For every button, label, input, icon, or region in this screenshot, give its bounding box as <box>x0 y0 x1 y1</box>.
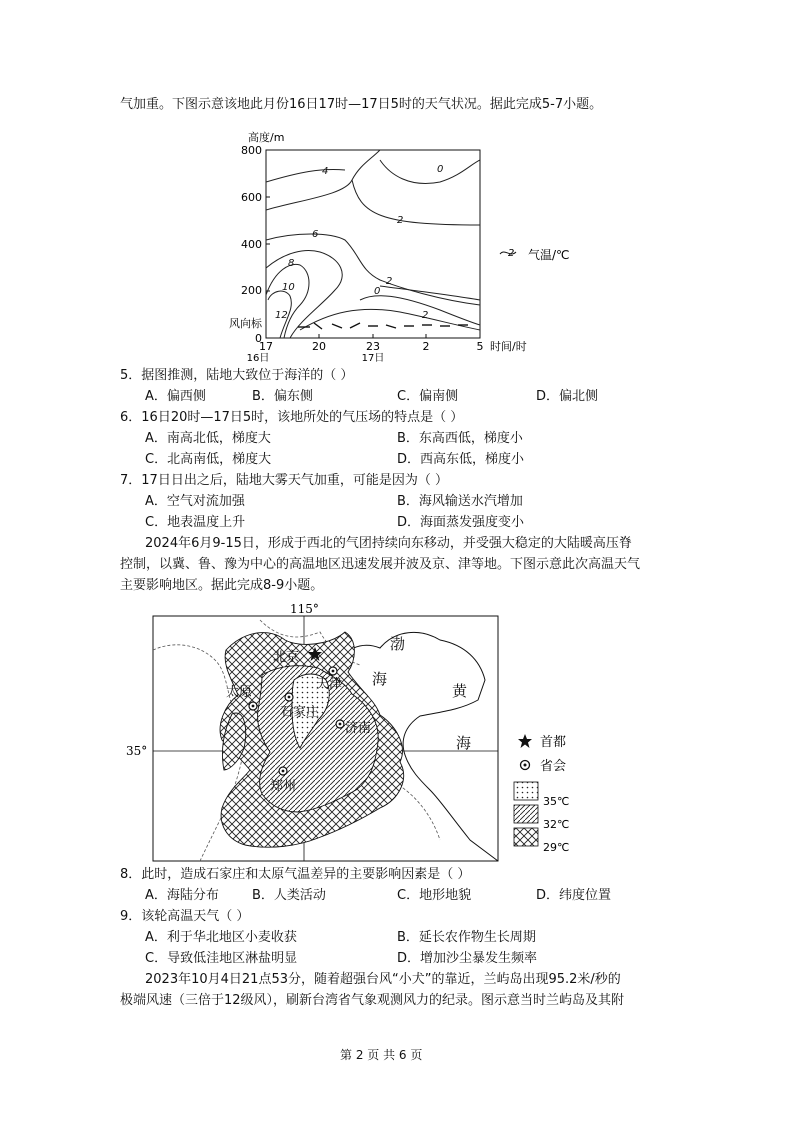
y-tick: 600 <box>241 191 262 204</box>
contour-label: 2 <box>397 215 404 226</box>
legend-label: 气温/℃ <box>528 248 570 262</box>
sea-label: 海 <box>372 670 388 688</box>
q7-stem: 7．17日日出之后，陆地大雾天气加重，可能是因为（ ） <box>120 473 448 488</box>
x-axis-label: 时间/时 <box>490 340 527 353</box>
q5-option-c: C．偏南侧 <box>397 389 459 404</box>
contour-label: 10 <box>282 282 295 293</box>
q6-option-b: B．东高西低，梯度小 <box>397 431 523 446</box>
intro-line: 气加重。下图示意该地此月份16日17时—17日5时的天气状况。据此完成5-7小题。 <box>120 97 603 112</box>
q9-stem: 9．该轮高温天气（ ） <box>120 909 250 924</box>
sea-label: 黄 <box>452 682 468 700</box>
wind-barbs <box>298 323 468 329</box>
y-tick: 800 <box>241 144 262 157</box>
legend-29c: 29℃ <box>543 841 570 854</box>
contour-line <box>266 170 345 183</box>
q9-option-c: C．导致低洼地区淋盐明显 <box>145 951 298 966</box>
heat-wave-map <box>0 596 794 866</box>
q9-option-d: D．增加沙尘暴发生频率 <box>397 951 538 966</box>
y-axis-label: 高度/m <box>248 131 285 144</box>
legend-value: 2 <box>508 248 515 259</box>
x-tick: 23 <box>366 340 380 353</box>
contour-label: 4 <box>322 166 329 177</box>
q8-option-b: B．人类活动 <box>252 888 326 903</box>
q5-option-a: A．偏西侧 <box>145 389 206 404</box>
contour-line <box>266 251 342 338</box>
q8-option-d: D．纬度位置 <box>536 888 612 903</box>
y-tick: 400 <box>241 238 262 251</box>
para3-line: 2023年10月4日21点53分，随着超强台风“小犬”的靠近，兰屿岛出现95.2米/秒的 <box>145 972 621 987</box>
sea-label: 渤 <box>390 635 406 653</box>
y-tick: 200 <box>241 284 262 297</box>
q8-option-a: A．海陆分布 <box>145 888 219 903</box>
city-label-beijing: 北京 <box>273 650 300 665</box>
contour-label: 0 <box>437 164 444 175</box>
day-label-17: 17日 <box>361 353 385 364</box>
x-tick: 17 <box>259 340 273 353</box>
y-ticks <box>241 144 262 345</box>
city-label-taiyuan: 太原 <box>226 685 253 700</box>
city-label-zhengzhou: 郑州 <box>270 779 297 794</box>
city-label-tianjin: 天津 <box>316 677 343 692</box>
city-label-shijiazhuang: 石家庄 <box>280 705 320 720</box>
x-tick: 20 <box>312 340 326 353</box>
legend-swatch-35 <box>514 782 538 800</box>
legend-swatch-29 <box>514 828 538 846</box>
contour-label: 2 <box>386 276 393 287</box>
contour-line <box>380 286 480 300</box>
q6-option-d: D．西高东低，梯度小 <box>397 452 525 467</box>
x-tick: 5 <box>476 340 484 353</box>
q7-option-d: D．海面蒸发强度变小 <box>397 515 525 530</box>
q9-option-b: B．延长农作物生长周期 <box>397 930 536 945</box>
contour-line <box>266 150 380 210</box>
contour-line <box>266 234 480 305</box>
para2-line: 2024年6月9-15日，形成于西北的气团持续向东移动，并受强大稳定的大陆暖高压脊 <box>145 536 632 551</box>
city-label-jinan: 济南 <box>345 721 372 736</box>
q5-option-b: B．偏东侧 <box>252 389 313 404</box>
contour-label: 8 <box>288 258 295 269</box>
contour-line <box>380 160 480 183</box>
legend-swatch-32 <box>514 805 538 823</box>
x-ticks <box>259 340 484 353</box>
q5-stem: 5．据图推测，陆地大致位于海洋的（ ） <box>120 368 354 383</box>
contour-label: 6 <box>312 229 319 240</box>
q5-option-d: D．偏北侧 <box>536 389 599 404</box>
q7-option-c: C．地表温度上升 <box>145 515 246 530</box>
contour-label: 0 <box>374 286 381 297</box>
wind-label: 风向标 <box>229 317 262 330</box>
contour-label: 2 <box>422 310 429 321</box>
para3-line: 极端风速（三倍于12级风），刷新台湾省气象观测风力的纪录。图示意当时兰屿岛及其附 <box>120 993 625 1008</box>
legend-32c: 32℃ <box>543 818 570 831</box>
day-label-16: 16日 <box>246 353 270 364</box>
contour-line <box>352 180 480 225</box>
star-icon <box>518 734 532 748</box>
latitude-label: 35° <box>126 744 148 758</box>
page-footer: 第 2 页 共 6 页 <box>340 1048 423 1062</box>
q7-option-b: B．海风输送水汽增加 <box>397 494 523 509</box>
temperature-wind-chart <box>0 128 794 368</box>
longitude-label: 115° <box>290 602 319 616</box>
q6-option-a: A．南高北低，梯度大 <box>145 431 271 446</box>
sea-label: 海 <box>456 734 472 752</box>
q8-stem: 8．此时，造成石家庄和太原气温差异的主要影响因素是（ ） <box>120 867 471 882</box>
q6-stem: 6．16日20时—17日5时，该地所处的气压场的特点是（ ） <box>120 410 464 425</box>
x-tick: 2 <box>422 340 430 353</box>
map-legend <box>514 734 569 854</box>
para2-line: 控制，以冀、鲁、豫为中心的高温地区迅速发展并波及京、津等地。下图示意此次高温天气 <box>120 557 641 572</box>
q8-option-c: C．地形地貌 <box>397 888 472 903</box>
q7-option-a: A．空气对流加强 <box>145 494 245 509</box>
q6-option-c: C．北高南低，梯度大 <box>145 452 272 467</box>
contour-line <box>360 296 480 325</box>
para2-line: 主要影响地区。据此完成8-9小题。 <box>120 578 324 593</box>
legend-provincial: 省会 <box>540 759 567 774</box>
chart-legend <box>500 247 570 262</box>
q9-option-a: A．利于华北地区小麦收获 <box>145 930 297 945</box>
contour-labels <box>275 164 443 321</box>
legend-capital: 首都 <box>540 735 567 750</box>
legend-35c: 35℃ <box>543 795 570 808</box>
contour-label: 12 <box>275 310 288 321</box>
y-tick: 0 <box>255 332 262 345</box>
